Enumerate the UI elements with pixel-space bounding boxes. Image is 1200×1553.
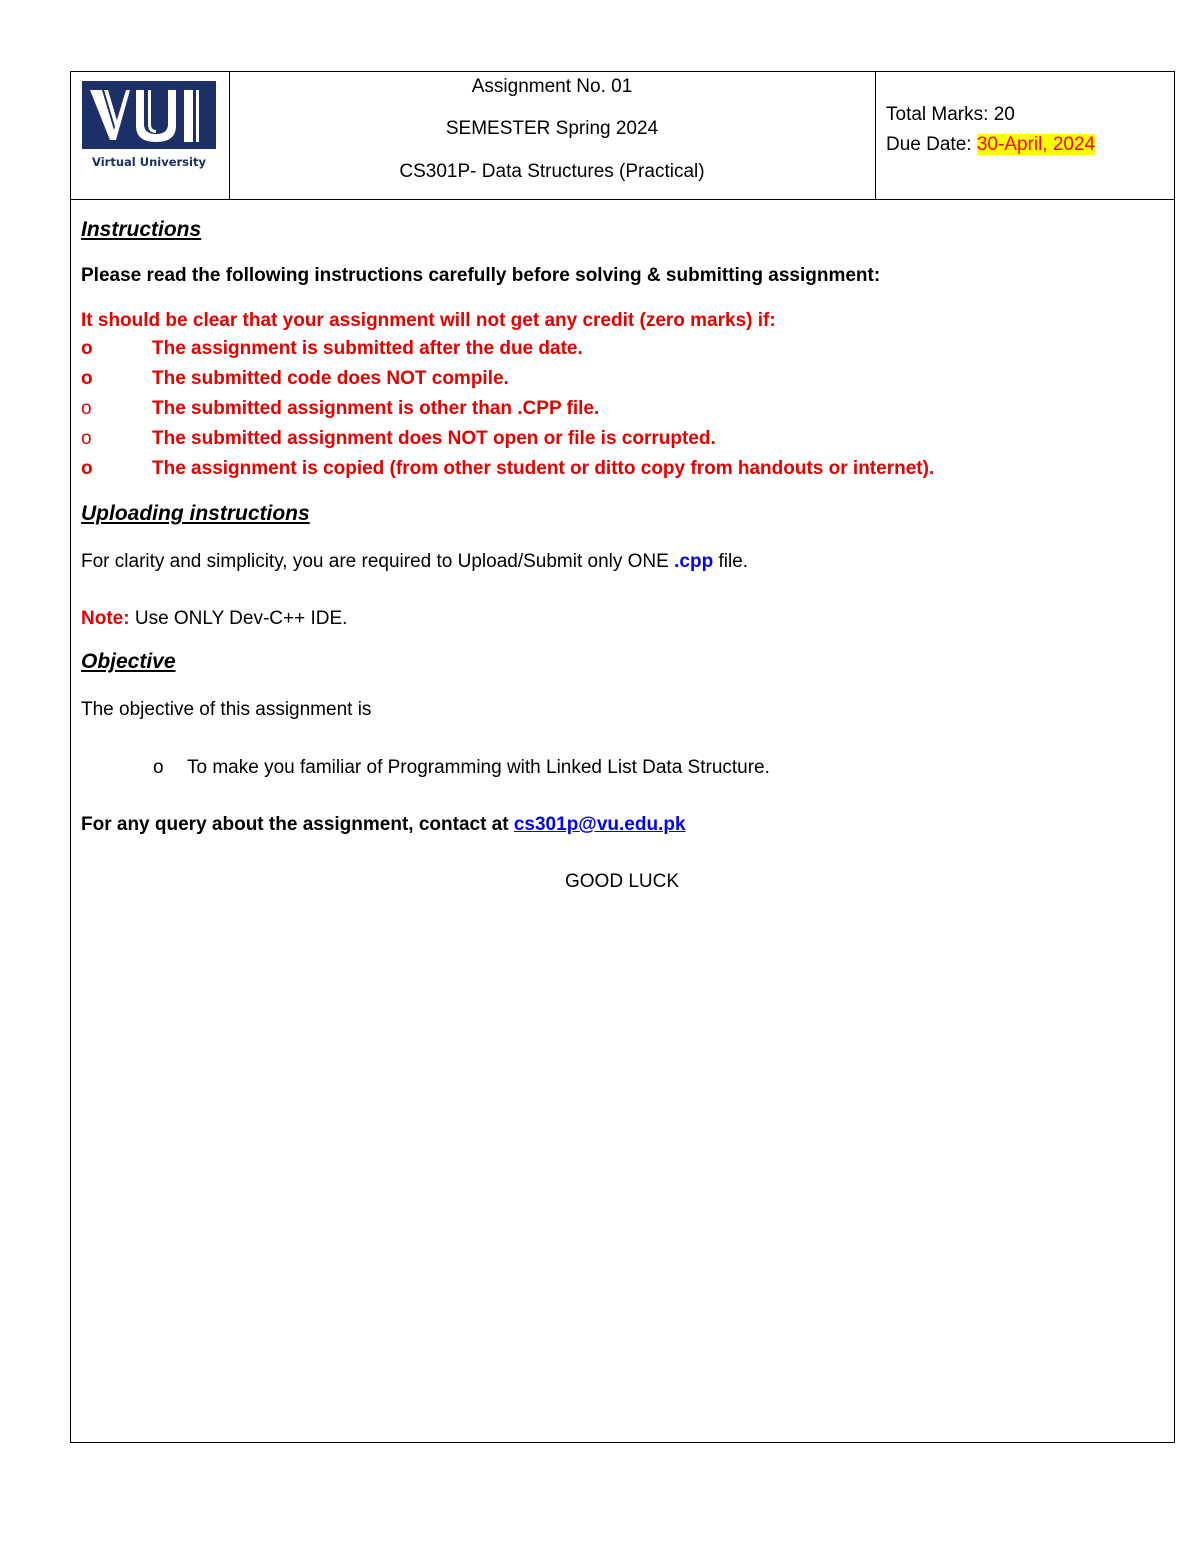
uploading-heading: Uploading instructions	[81, 502, 310, 525]
instruction-item: The assignment is submitted after the due date.	[152, 338, 583, 359]
cpp-extension: .cpp	[674, 551, 714, 572]
instruction-item: The submitted assignment is other than .CPP file.	[152, 398, 600, 419]
good-luck: GOOD LUCK	[565, 871, 680, 892]
note-label: Note:	[81, 608, 130, 629]
total-marks: Total Marks: 20	[886, 104, 1015, 125]
header-column-divider-right	[875, 71, 876, 199]
semester: SEMESTER Spring 2024	[445, 118, 659, 139]
header-divider	[70, 199, 1175, 200]
contact-email-link[interactable]: cs301p@vu.edu.pk	[513, 814, 686, 835]
corner-tick	[70, 71, 80, 72]
bullet-marker: o	[81, 338, 93, 359]
due-date-value: 30-April, 2024	[976, 134, 1096, 155]
note-text: Use ONLY Dev-C++ IDE.	[129, 608, 348, 629]
upload-text: For clarity and simplicity, you are required to Upload/Submit only ONE	[81, 551, 675, 572]
ide-note	[81, 608, 347, 630]
instructions-heading: Instructions	[81, 218, 202, 241]
instruction-item: The submitted assignment does NOT open or file is corrupted.	[152, 428, 716, 449]
course-title: CS301P- Data Structures (Practical)	[399, 161, 705, 182]
vu-logo	[80, 78, 218, 174]
objective-item: To make you familiar of Programming with Linked List Data Structure.	[187, 757, 770, 778]
assignment-number: Assignment No. 01	[471, 76, 633, 97]
bullet-marker: o	[81, 428, 92, 449]
instruction-item: The assignment is copied (from other student or ditto copy from handouts or internet).	[152, 458, 935, 479]
instructions-intro: Please read the following instructions carefully before solving & submitting assignment:	[81, 265, 881, 286]
due-date-label: Due Date:	[886, 134, 977, 155]
instruction-item: The submitted code does NOT compile.	[152, 368, 509, 389]
bullet-marker: o	[81, 458, 93, 479]
objective-bullet: o	[153, 757, 164, 778]
bullet-marker: o	[81, 398, 92, 419]
due-date-line	[886, 130, 1095, 160]
upload-instruction	[81, 551, 748, 573]
objective-heading: Objective	[81, 650, 176, 673]
logo-caption: Virtual University	[92, 155, 206, 169]
zero-marks-warning: It should be clear that your assignment will not get any credit (zero marks) if:	[81, 310, 776, 331]
upload-text-end: file.	[713, 551, 749, 572]
contact-line	[81, 814, 686, 836]
contact-text: For any query about the assignment, contact at	[81, 814, 514, 835]
bullet-marker: o	[81, 368, 93, 389]
objective-intro: The objective of this assignment is	[81, 699, 372, 720]
